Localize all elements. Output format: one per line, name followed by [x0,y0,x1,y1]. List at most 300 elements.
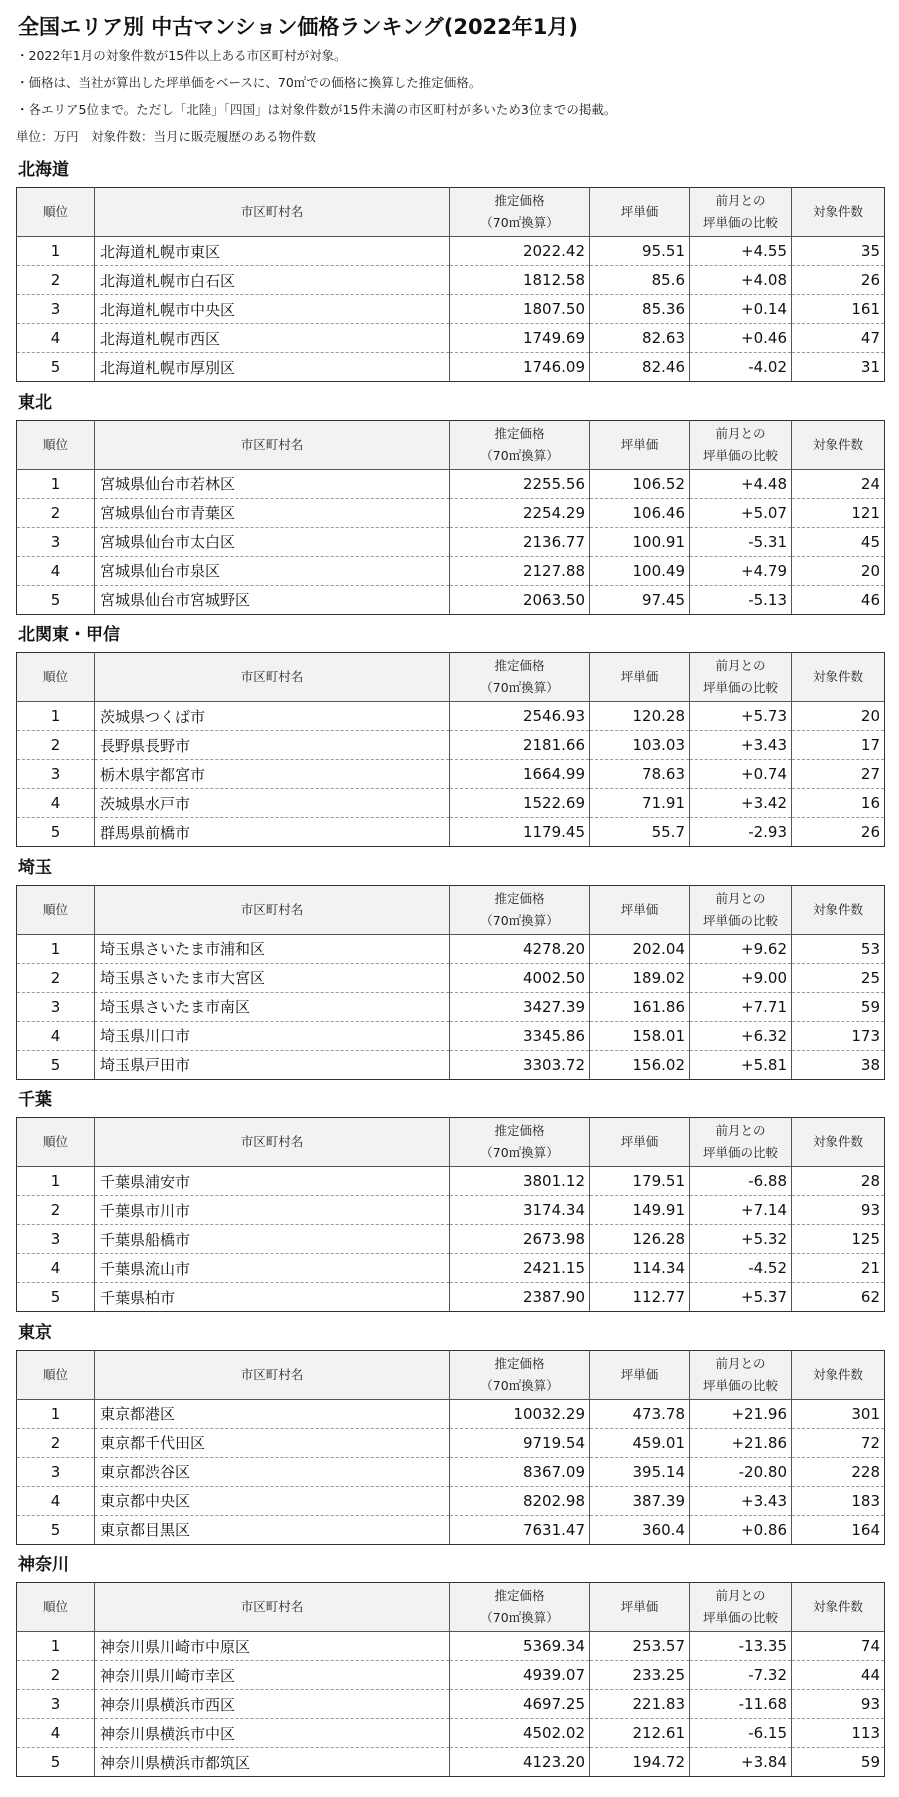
unit-price-cell: 189.02 [590,963,690,992]
rank-cell: 5 [17,585,95,614]
unit-price-cell: 103.03 [590,731,690,760]
monthly-change-cell: +7.71 [690,992,792,1021]
estimated-price-cell: 1179.45 [450,818,590,847]
table-row [17,1719,885,1748]
table-row [17,498,885,527]
city-name-cell: 神奈川県川崎市中原区 [95,1632,450,1661]
city-name-cell: 北海道札幌市白石区 [95,266,450,295]
section-title: 埼玉 [18,857,52,878]
unit-price-cell: 395.14 [590,1457,690,1486]
listing-count-cell: 20 [792,556,885,585]
listing-count-cell: 164 [792,1515,885,1544]
monthly-change-cell: -4.52 [690,1254,792,1283]
estimated-price-cell: 3427.39 [450,992,590,1021]
unit-price-cell: 387.39 [590,1486,690,1515]
unit-price-cell: 82.46 [590,353,690,382]
rank-cell: 3 [17,1457,95,1486]
unit-price-cell: 97.45 [590,585,690,614]
unit-price-cell: 459.01 [590,1428,690,1457]
table-row [17,324,885,353]
rank-cell: 5 [17,1748,95,1777]
monthly-change-cell: -20.80 [690,1457,792,1486]
city-name-cell: 北海道札幌市東区 [95,237,450,266]
rank-cell: 1 [17,702,95,731]
listing-count-cell: 74 [792,1632,885,1661]
table-header-row [17,885,885,934]
listing-count-cell: 47 [792,324,885,353]
price-column-header [450,885,590,934]
city-name-cell: 北海道札幌市西区 [95,324,450,353]
listing-count-cell: 113 [792,1719,885,1748]
section-title: 北海道 [18,160,69,180]
listing-count-cell: 26 [792,818,885,847]
estimated-price-cell: 4123.20 [450,1748,590,1777]
rank-column-header: 順位 [17,1350,95,1399]
estimated-price-cell: 4939.07 [450,1661,590,1690]
page-title: 全国エリア別 中古マンション価格ランキング(2022年1月) [18,15,578,39]
price-column-header-line2: （70㎡換算） [480,1377,559,1393]
unit-price-column-header: 坪単価 [590,420,690,469]
table-header-row [17,1350,885,1399]
monthly-change-cell: +3.43 [690,1486,792,1515]
estimated-price-cell: 2254.29 [450,498,590,527]
rank-cell: 2 [17,1428,95,1457]
estimated-price-cell: 3345.86 [450,1021,590,1050]
change-column-header-line1: 前月との [715,890,766,906]
unit-price-cell: 360.4 [590,1515,690,1544]
listing-count-cell: 72 [792,1428,885,1457]
estimated-price-cell: 2063.50 [450,585,590,614]
table-row [17,1283,885,1312]
estimated-price-cell: 3303.72 [450,1050,590,1079]
ranking-table [16,652,885,847]
table-header-row [17,420,885,469]
rank-cell: 2 [17,498,95,527]
unit-price-cell: 78.63 [590,760,690,789]
monthly-change-cell: +6.32 [690,1021,792,1050]
price-column-header-line1: 推定価格 [494,193,545,208]
table-row [17,1690,885,1719]
listing-count-cell: 20 [792,702,885,731]
city-name-cell: 宮城県仙台市泉区 [95,556,450,585]
table-row [17,469,885,498]
city-name-cell: 東京都目黒区 [95,1515,450,1544]
unit-price-cell: 100.91 [590,527,690,556]
unit-price-cell: 212.61 [590,1719,690,1748]
table-row [17,237,885,266]
listing-count-cell: 45 [792,527,885,556]
note-units: 単位：万円 対象件数：当月に販売履歴のある物件数 [16,129,317,144]
table-row [17,789,885,818]
table-row [17,1457,885,1486]
city-name-cell: 埼玉県戸田市 [95,1050,450,1079]
count-column-header: 対象件数 [792,885,885,934]
count-column-header: 対象件数 [792,188,885,237]
note-ranking-scope: ・各エリア5位まで。ただし「北陸」「四国」は対象件数が15件未満の市区町村が多いため3位までの掲載。 [16,102,617,117]
city-name-cell: 千葉県柏市 [95,1283,450,1312]
monthly-change-cell: +0.86 [690,1515,792,1544]
listing-count-cell: 44 [792,1661,885,1690]
rank-cell: 2 [17,1196,95,1225]
section-title: 神奈川 [18,1555,69,1575]
monthly-change-cell: -5.13 [690,585,792,614]
table-row [17,1196,885,1225]
city-name-cell: 東京都千代田区 [95,1428,450,1457]
city-name-cell: 埼玉県さいたま市浦和区 [95,934,450,963]
city-name-cell: 東京都渋谷区 [95,1457,450,1486]
rank-cell: 2 [17,963,95,992]
table-row [17,1515,885,1544]
rank-cell: 3 [17,992,95,1021]
table-header-row [17,653,885,702]
estimated-price-cell: 10032.29 [450,1399,590,1428]
monthly-change-cell: +5.07 [690,498,792,527]
monthly-change-cell: +21.96 [690,1399,792,1428]
rank-cell: 3 [17,295,95,324]
rank-cell: 1 [17,469,95,498]
ranking-table [16,1582,885,1777]
price-column-header-line1: 推定価格 [494,425,545,441]
rank-column-header: 順位 [17,653,95,702]
city-name-cell: 神奈川県横浜市都筑区 [95,1748,450,1777]
price-column-header-line1: 推定価格 [494,890,545,906]
estimated-price-cell: 1807.50 [450,295,590,324]
monthly-change-cell: +3.43 [690,731,792,760]
rank-cell: 2 [17,731,95,760]
table-row [17,1050,885,1079]
monthly-change-cell: -2.93 [690,818,792,847]
monthly-change-cell: +7.14 [690,1196,792,1225]
price-column-header [450,188,590,237]
price-column-header [450,1350,590,1399]
city-name-cell: 群馬県前橋市 [95,818,450,847]
unit-price-cell: 55.7 [590,818,690,847]
city-name-cell: 宮城県仙台市宮城野区 [95,585,450,614]
unit-price-cell: 179.51 [590,1167,690,1196]
change-column-header-line1: 前月との [715,1355,766,1371]
table-row [17,702,885,731]
unit-price-cell: 85.36 [590,295,690,324]
estimated-price-cell: 2127.88 [450,556,590,585]
change-column-header-line1: 前月との [715,1588,766,1603]
unit-price-cell: 100.49 [590,556,690,585]
table-row [17,1632,885,1661]
listing-count-cell: 121 [792,498,885,527]
unit-price-cell: 120.28 [590,702,690,731]
listing-count-cell: 35 [792,237,885,266]
monthly-change-cell: +9.00 [690,963,792,992]
change-column-header [690,1118,792,1167]
city-name-cell: 東京都港区 [95,1399,450,1428]
monthly-change-cell: +0.74 [690,760,792,789]
rank-cell: 5 [17,1515,95,1544]
listing-count-cell: 31 [792,353,885,382]
city-name-cell: 千葉県浦安市 [95,1167,450,1196]
listing-count-cell: 53 [792,934,885,963]
city-column-header: 市区町村名 [95,420,450,469]
count-column-header: 対象件数 [792,1118,885,1167]
table-header-row [17,1118,885,1167]
change-column-header-line2: 坪単価の比較 [702,447,778,463]
city-column-header: 市区町村名 [95,1118,450,1167]
estimated-price-cell: 9719.54 [450,1428,590,1457]
listing-count-cell: 62 [792,1283,885,1312]
monthly-change-cell: +5.32 [690,1225,792,1254]
listing-count-cell: 17 [792,731,885,760]
price-column-header [450,1118,590,1167]
rank-cell: 3 [17,760,95,789]
table-header-row [17,1583,885,1632]
estimated-price-cell: 1812.58 [450,266,590,295]
estimated-price-cell: 2546.93 [450,702,590,731]
change-column-header [690,885,792,934]
estimated-price-cell: 8367.09 [450,1457,590,1486]
change-column-header-line1: 前月との [715,193,766,208]
table-row [17,556,885,585]
unit-price-cell: 221.83 [590,1690,690,1719]
unit-price-cell: 95.51 [590,237,690,266]
change-column-header-line1: 前月との [715,425,766,441]
section-title: 東北 [18,392,52,413]
monthly-change-cell: -11.68 [690,1690,792,1719]
monthly-change-cell: +3.84 [690,1748,792,1777]
estimated-price-cell: 4697.25 [450,1690,590,1719]
count-column-header: 対象件数 [792,653,885,702]
monthly-change-cell: +4.48 [690,469,792,498]
table-row [17,353,885,382]
table-row [17,295,885,324]
listing-count-cell: 27 [792,760,885,789]
city-name-cell: 北海道札幌市中央区 [95,295,450,324]
table-row [17,1021,885,1050]
monthly-change-cell: +0.46 [690,324,792,353]
monthly-change-cell: +0.14 [690,295,792,324]
change-column-header-line2: 坪単価の比較 [702,1145,778,1160]
unit-price-cell: 149.91 [590,1196,690,1225]
count-column-header: 対象件数 [792,420,885,469]
monthly-change-cell: +5.73 [690,702,792,731]
listing-count-cell: 228 [792,1457,885,1486]
unit-price-cell: 202.04 [590,934,690,963]
table-row [17,760,885,789]
rank-cell: 3 [17,527,95,556]
price-column-header-line1: 推定価格 [494,658,545,673]
estimated-price-cell: 4502.02 [450,1719,590,1748]
unit-price-cell: 106.46 [590,498,690,527]
table-row [17,1167,885,1196]
city-name-cell: 埼玉県さいたま市南区 [95,992,450,1021]
table-row [17,527,885,556]
rank-cell: 5 [17,353,95,382]
listing-count-cell: 28 [792,1167,885,1196]
city-column-header: 市区町村名 [95,653,450,702]
listing-count-cell: 93 [792,1196,885,1225]
city-name-cell: 宮城県仙台市太白区 [95,527,450,556]
unit-price-cell: 71.91 [590,789,690,818]
city-name-cell: 宮城県仙台市青葉区 [95,498,450,527]
city-name-cell: 神奈川県川崎市幸区 [95,1661,450,1690]
table-row [17,266,885,295]
listing-count-cell: 173 [792,1021,885,1050]
monthly-change-cell: +4.79 [690,556,792,585]
estimated-price-cell: 2421.15 [450,1254,590,1283]
estimated-price-cell: 5369.34 [450,1632,590,1661]
estimated-price-cell: 7631.47 [450,1515,590,1544]
section-title: 千葉 [18,1090,52,1110]
price-column-header-line2: （70㎡換算） [480,1145,559,1160]
ranking-table [16,187,885,382]
listing-count-cell: 161 [792,295,885,324]
monthly-change-cell: +9.62 [690,934,792,963]
note-target-condition: ・2022年1月の対象件数が15件以上ある市区町村が対象。 [16,48,347,63]
unit-price-column-header: 坪単価 [590,1350,690,1399]
change-column-header-line1: 前月との [715,658,766,673]
unit-price-cell: 161.86 [590,992,690,1021]
estimated-price-cell: 3801.12 [450,1167,590,1196]
rank-cell: 1 [17,237,95,266]
unit-price-cell: 114.34 [590,1254,690,1283]
city-name-cell: 長野県長野市 [95,731,450,760]
table-row [17,1748,885,1777]
monthly-change-cell: +5.81 [690,1050,792,1079]
rank-cell: 5 [17,1050,95,1079]
table-row [17,992,885,1021]
price-column-header [450,653,590,702]
change-column-header-line2: 坪単価の比較 [702,215,778,230]
table-row [17,1399,885,1428]
section-title: 東京 [18,1322,52,1343]
rank-cell: 3 [17,1690,95,1719]
price-column-header [450,420,590,469]
rank-column-header: 順位 [17,188,95,237]
estimated-price-cell: 1522.69 [450,789,590,818]
city-name-cell: 千葉県市川市 [95,1196,450,1225]
monthly-change-cell: -13.35 [690,1632,792,1661]
city-name-cell: 宮城県仙台市若林区 [95,469,450,498]
city-name-cell: 埼玉県川口市 [95,1021,450,1050]
estimated-price-cell: 2673.98 [450,1225,590,1254]
ranking-table [16,420,885,615]
unit-price-cell: 106.52 [590,469,690,498]
city-name-cell: 埼玉県さいたま市大宮区 [95,963,450,992]
listing-count-cell: 25 [792,963,885,992]
change-column-header [690,653,792,702]
monthly-change-cell: +3.42 [690,789,792,818]
monthly-change-cell: -6.15 [690,1719,792,1748]
count-column-header: 対象件数 [792,1350,885,1399]
estimated-price-cell: 1746.09 [450,353,590,382]
estimated-price-cell: 2387.90 [450,1283,590,1312]
rank-cell: 4 [17,324,95,353]
price-column-header-line2: （70㎡換算） [480,447,559,463]
estimated-price-cell: 2136.77 [450,527,590,556]
rank-cell: 4 [17,1486,95,1515]
listing-count-cell: 38 [792,1050,885,1079]
change-column-header-line1: 前月との [715,1123,766,1138]
price-column-header-line1: 推定価格 [494,1588,545,1603]
city-column-header: 市区町村名 [95,188,450,237]
change-column-header-line2: 坪単価の比較 [702,1377,778,1393]
estimated-price-cell: 2181.66 [450,731,590,760]
monthly-change-cell: +5.37 [690,1283,792,1312]
change-column-header [690,188,792,237]
monthly-change-cell: -7.32 [690,1661,792,1690]
rank-cell: 4 [17,789,95,818]
listing-count-cell: 16 [792,789,885,818]
table-header-row [17,188,885,237]
rank-cell: 3 [17,1225,95,1254]
listing-count-cell: 24 [792,469,885,498]
unit-price-cell: 126.28 [590,1225,690,1254]
table-row [17,1428,885,1457]
rank-cell: 5 [17,818,95,847]
unit-price-cell: 233.25 [590,1661,690,1690]
unit-price-cell: 112.77 [590,1283,690,1312]
city-name-cell: 栃木県宇都宮市 [95,760,450,789]
rank-cell: 1 [17,1167,95,1196]
unit-price-column-header: 坪単価 [590,188,690,237]
city-column-header: 市区町村名 [95,1350,450,1399]
estimated-price-cell: 2255.56 [450,469,590,498]
change-column-header-line2: 坪単価の比較 [702,1610,778,1625]
city-name-cell: 千葉県船橋市 [95,1225,450,1254]
estimated-price-cell: 4278.20 [450,934,590,963]
rank-column-header: 順位 [17,420,95,469]
change-column-header [690,1583,792,1632]
city-name-cell: 茨城県水戸市 [95,789,450,818]
table-row [17,818,885,847]
rank-column-header: 順位 [17,885,95,934]
city-name-cell: 神奈川県横浜市中区 [95,1719,450,1748]
monthly-change-cell: +4.55 [690,237,792,266]
monthly-change-cell: +21.86 [690,1428,792,1457]
listing-count-cell: 93 [792,1690,885,1719]
unit-price-cell: 85.6 [590,266,690,295]
rank-cell: 4 [17,1021,95,1050]
monthly-change-cell: -6.88 [690,1167,792,1196]
table-row [17,1661,885,1690]
rank-cell: 1 [17,1399,95,1428]
listing-count-cell: 46 [792,585,885,614]
unit-price-column-header: 坪単価 [590,1118,690,1167]
estimated-price-cell: 3174.34 [450,1196,590,1225]
count-column-header: 対象件数 [792,1583,885,1632]
unit-price-column-header: 坪単価 [590,1583,690,1632]
ranking-table [16,885,885,1080]
listing-count-cell: 59 [792,992,885,1021]
rank-column-header: 順位 [17,1583,95,1632]
price-column-header-line2: （70㎡換算） [480,680,559,695]
change-column-header-line2: 坪単価の比較 [702,680,778,695]
city-name-cell: 北海道札幌市厚別区 [95,353,450,382]
unit-price-cell: 82.63 [590,324,690,353]
table-row [17,963,885,992]
change-column-header [690,420,792,469]
change-column-header-line2: 坪単価の比較 [702,912,778,928]
rank-cell: 4 [17,556,95,585]
listing-count-cell: 59 [792,1748,885,1777]
unit-price-column-header: 坪単価 [590,885,690,934]
estimated-price-cell: 4002.50 [450,963,590,992]
listing-count-cell: 21 [792,1254,885,1283]
price-column-header-line2: （70㎡換算） [480,1610,559,1625]
price-column-header [450,1583,590,1632]
estimated-price-cell: 2022.42 [450,237,590,266]
estimated-price-cell: 1749.69 [450,324,590,353]
listing-count-cell: 125 [792,1225,885,1254]
table-row [17,1225,885,1254]
rank-cell: 4 [17,1254,95,1283]
